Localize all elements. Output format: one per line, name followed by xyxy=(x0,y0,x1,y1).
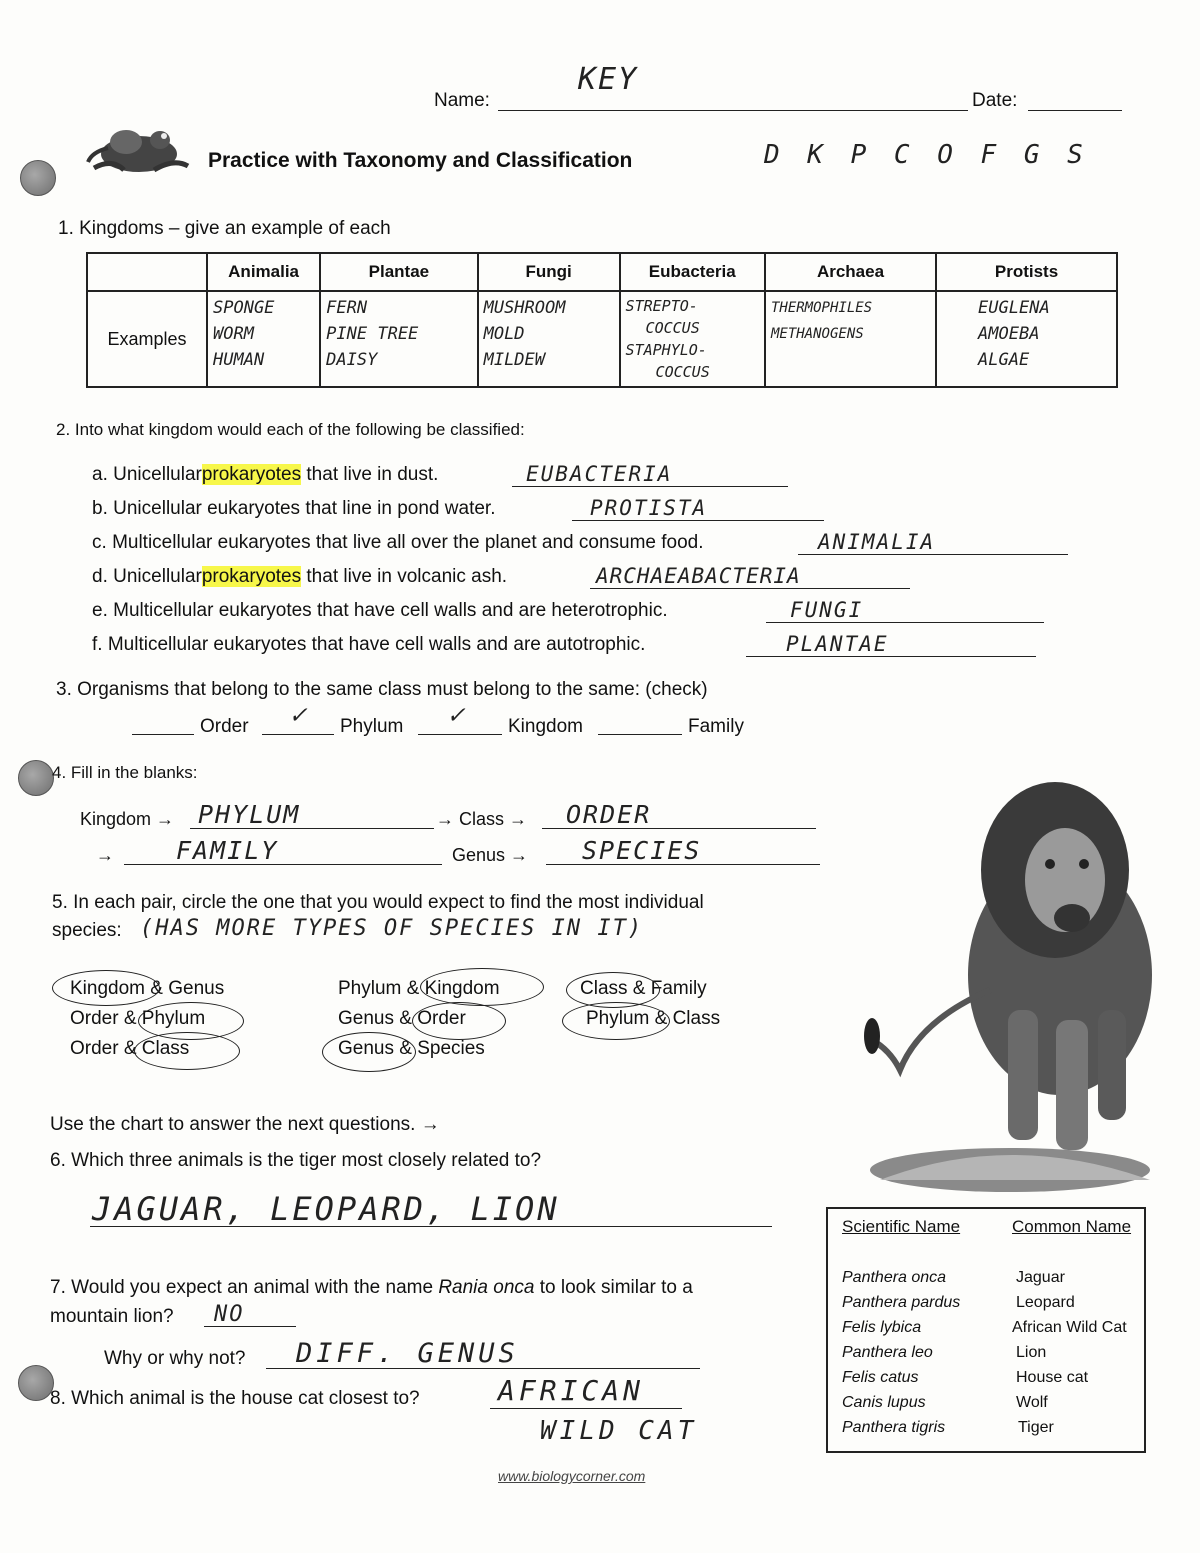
table-corner-cell xyxy=(87,253,207,291)
pair-item: Genus & Order xyxy=(338,1008,466,1029)
q7-prompt-line2: mountain lion? xyxy=(50,1306,174,1327)
binder-hole-middle xyxy=(18,760,54,796)
q2-item-e xyxy=(92,600,668,622)
q2-item-d xyxy=(92,566,507,588)
highlighted-word: prokaryotes xyxy=(201,566,302,587)
circle-mark-kingdom-2 xyxy=(420,968,544,1006)
circle-mark-order xyxy=(412,1002,506,1040)
item-text: Multicellular eukaryotes that live all over the planet and consume food. xyxy=(112,532,704,553)
example-text: METHANOGENS xyxy=(770,326,864,342)
common-name: Wolf xyxy=(1016,1394,1048,1411)
q5-prompt-line2: species: xyxy=(52,920,122,941)
q7-answer: NO xyxy=(214,1302,245,1327)
examples-cell-archaea xyxy=(765,291,936,387)
q5-note: (HAS MORE TYPES OF SPECIES IN IT) xyxy=(140,916,644,941)
circle-mark-phylum-2 xyxy=(562,1002,670,1040)
name-line xyxy=(498,110,968,111)
example-text: AMOEBA xyxy=(978,324,1040,344)
taxonomy-mnemonic: D K P C O F G S xyxy=(764,140,1089,170)
examples-cell-protists xyxy=(936,291,1117,387)
answer-line xyxy=(490,1408,682,1409)
chart-intro: Use the chart to answer the next questions. → xyxy=(50,1114,440,1135)
common-name: Lion xyxy=(1016,1344,1047,1361)
species-chart xyxy=(826,1207,1146,1453)
q8-answer-line2: WILD CAT xyxy=(540,1416,698,1446)
item-text: Unicellular eukaryotes that line in pond water. xyxy=(113,498,496,519)
item-text: Multicellular eukaryotes that have cell walls and are autotrophic. xyxy=(107,634,646,655)
frog-logo-icon xyxy=(84,118,194,185)
q8-answer-line1: AFRICAN xyxy=(498,1374,645,1407)
item-letter: e. xyxy=(92,600,108,621)
circle-mark-class xyxy=(134,1032,240,1070)
item-letter: f. xyxy=(92,634,103,655)
example-text: COCCUS xyxy=(645,319,700,337)
check-mark-kingdom: ✓ xyxy=(448,700,466,730)
q1-prompt: 1. Kingdoms – give an example of each xyxy=(58,218,391,239)
q2-prompt: 2. Into what kingdom would each of the following be classified: xyxy=(56,420,525,439)
example-text: EUGLENA xyxy=(978,298,1050,318)
common-name-header: Common Name xyxy=(1012,1217,1132,1236)
examples-cell-fungi xyxy=(478,291,620,387)
item-letter: a. xyxy=(92,464,108,485)
item-letter: b. xyxy=(92,498,108,519)
item-letter: d. xyxy=(92,566,108,587)
examples-cell-animalia xyxy=(207,291,320,387)
item-text: that live in volcanic ash. xyxy=(306,566,508,587)
q7-text: 7. Would you expect an animal with the name xyxy=(50,1277,434,1298)
check-blank-kingdom xyxy=(418,734,502,735)
scientific-name: Panthera tigris xyxy=(842,1419,946,1436)
binder-hole-top xyxy=(20,160,56,196)
example-text: STREPTO- xyxy=(625,297,698,315)
kingdom-header-fungi: Fungi xyxy=(478,253,620,291)
genus-label: Genus → xyxy=(452,845,529,865)
blank-line xyxy=(124,864,442,865)
q6-prompt: 6. Which three animals is the tiger most closely related to? xyxy=(50,1150,542,1171)
highlighted-word: prokaryotes xyxy=(201,464,302,485)
class-label: → Class → xyxy=(436,809,528,829)
example-text: PINE TREE xyxy=(326,324,419,344)
answer-line xyxy=(746,656,1036,657)
q4-blank-species: SPECIES xyxy=(582,836,702,865)
example-text: MUSHROOM xyxy=(483,298,566,318)
example-text: MOLD xyxy=(483,324,525,344)
pair-item: Phylum & Class xyxy=(586,1008,721,1029)
q2-answer-f: PLANTAE xyxy=(786,632,889,656)
kingdom-header-eubacteria: Eubacteria xyxy=(620,253,765,291)
item-letter: c. xyxy=(92,532,107,553)
examples-row-label: Examples xyxy=(87,291,207,387)
answer-line xyxy=(766,622,1044,623)
examples-cell-eubacteria xyxy=(620,291,765,387)
q7-italic-name: Rania onca xyxy=(438,1277,535,1298)
q4-blank-phylum: PHYLUM xyxy=(198,800,301,829)
q2-item-c xyxy=(92,532,704,554)
q8-prompt: 8. Which animal is the house cat closest to? xyxy=(50,1388,420,1409)
circle-mark-genus xyxy=(322,1032,416,1072)
example-text: COCCUS xyxy=(655,363,710,381)
item-text: Unicellular xyxy=(113,566,202,587)
q7-prompt-line1 xyxy=(50,1277,693,1299)
why-answer: DIFF. GENUS xyxy=(296,1338,519,1369)
q3-prompt: 3. Organisms that belong to the same class must belong to the same: (check) xyxy=(56,679,708,700)
pair-item: Order & Class xyxy=(70,1038,190,1059)
q2-item-f xyxy=(92,634,645,656)
q7-text: to look similar to a xyxy=(539,1277,693,1298)
answer-line xyxy=(572,520,824,521)
option-order: Order xyxy=(200,716,249,737)
pair-item: Kingdom & Genus xyxy=(70,978,225,999)
pair-item: Class & Family xyxy=(580,978,707,999)
scientific-name: Felis catus xyxy=(842,1369,919,1386)
date-label: Date: xyxy=(972,90,1018,111)
scientific-name: Panthera pardus xyxy=(842,1294,961,1311)
name-label: Name: xyxy=(434,90,490,111)
example-text: WORM xyxy=(213,324,254,344)
pair-item: Order & Phylum xyxy=(70,1008,206,1029)
lion-illustration xyxy=(860,760,1160,1205)
q2-item-a xyxy=(92,464,438,486)
item-text: Multicellular eukaryotes that have cell walls and are heterotrophic. xyxy=(113,600,668,621)
circle-mark-kingdom xyxy=(52,970,160,1006)
answer-line xyxy=(798,554,1068,555)
name-value: KEY xyxy=(578,62,639,97)
q2-answer-b: PROTISTA xyxy=(590,496,708,520)
common-name: Tiger xyxy=(1018,1419,1054,1436)
kingdom-label: Kingdom → xyxy=(80,809,175,829)
kingdom-header-archaea: Archaea xyxy=(765,253,936,291)
common-name: Leopard xyxy=(1016,1294,1075,1311)
scientific-name-header: Scientific Name xyxy=(842,1217,961,1236)
arrow-label: → xyxy=(96,845,114,865)
example-text: ALGAE xyxy=(978,350,1030,370)
check-mark-phylum: ✓ xyxy=(290,700,308,730)
kingdoms-table xyxy=(86,252,1118,388)
common-name: Jaguar xyxy=(1016,1269,1065,1286)
date-line xyxy=(1028,110,1122,111)
q2-answer-c: ANIMALIA xyxy=(818,530,936,554)
example-text: STAPHYLO- xyxy=(625,341,707,359)
example-text: DAISY xyxy=(326,350,378,370)
footer-url[interactable]: www.biologycorner.com xyxy=(498,1468,646,1484)
q2-answer-a: EUBACTERIA xyxy=(526,462,673,486)
item-text: Unicellular xyxy=(113,464,202,485)
example-text: HUMAN xyxy=(213,350,265,370)
binder-hole-bottom xyxy=(18,1365,54,1401)
page-title: Practice with Taxonomy and Classification xyxy=(208,149,633,172)
common-name: African Wild Cat xyxy=(1012,1319,1127,1336)
check-blank-family xyxy=(598,734,682,735)
example-text: SPONGE xyxy=(213,298,275,318)
why-label: Why or why not? xyxy=(104,1348,246,1369)
scientific-name: Panthera onca xyxy=(842,1269,947,1286)
example-text: FERN xyxy=(326,298,368,318)
example-text: MILDEW xyxy=(483,350,546,370)
scientific-name: Canis lupus xyxy=(842,1394,926,1411)
answer-line xyxy=(590,588,910,589)
pair-item: Genus & Species xyxy=(338,1038,485,1059)
q2-answer-e: FUNGI xyxy=(790,598,864,622)
kingdom-header-animalia: Animalia xyxy=(207,253,320,291)
q6-answer: JAGUAR, LEOPARD, LION xyxy=(92,1190,560,1228)
pair-item: Phylum & Kingdom xyxy=(338,978,500,999)
option-kingdom: Kingdom xyxy=(508,716,583,737)
q2-answer-d: ARCHAEABACTERIA xyxy=(596,564,801,588)
q4-blank-family: FAMILY xyxy=(176,836,279,865)
examples-cell-plantae xyxy=(320,291,477,387)
option-phylum: Phylum xyxy=(340,716,404,737)
option-family: Family xyxy=(688,716,744,737)
common-name: House cat xyxy=(1016,1369,1089,1386)
q4-prompt: 4. Fill in the blanks: xyxy=(52,763,198,782)
scientific-name: Felis lybica xyxy=(842,1319,922,1336)
item-text: that live in dust. xyxy=(306,464,439,485)
example-text: THERMOPHILES xyxy=(770,300,873,316)
kingdom-header-plantae: Plantae xyxy=(320,253,477,291)
q2-item-b xyxy=(92,498,495,520)
check-blank-phylum xyxy=(262,734,334,735)
scientific-name: Panthera leo xyxy=(842,1344,933,1361)
q4-blank-order: ORDER xyxy=(566,800,652,829)
q5-prompt-line1: 5. In each pair, circle the one that you would expect to find the most individual xyxy=(52,892,704,913)
answer-line xyxy=(512,486,788,487)
check-blank-order xyxy=(132,734,194,735)
kingdom-header-protists: Protists xyxy=(936,253,1117,291)
